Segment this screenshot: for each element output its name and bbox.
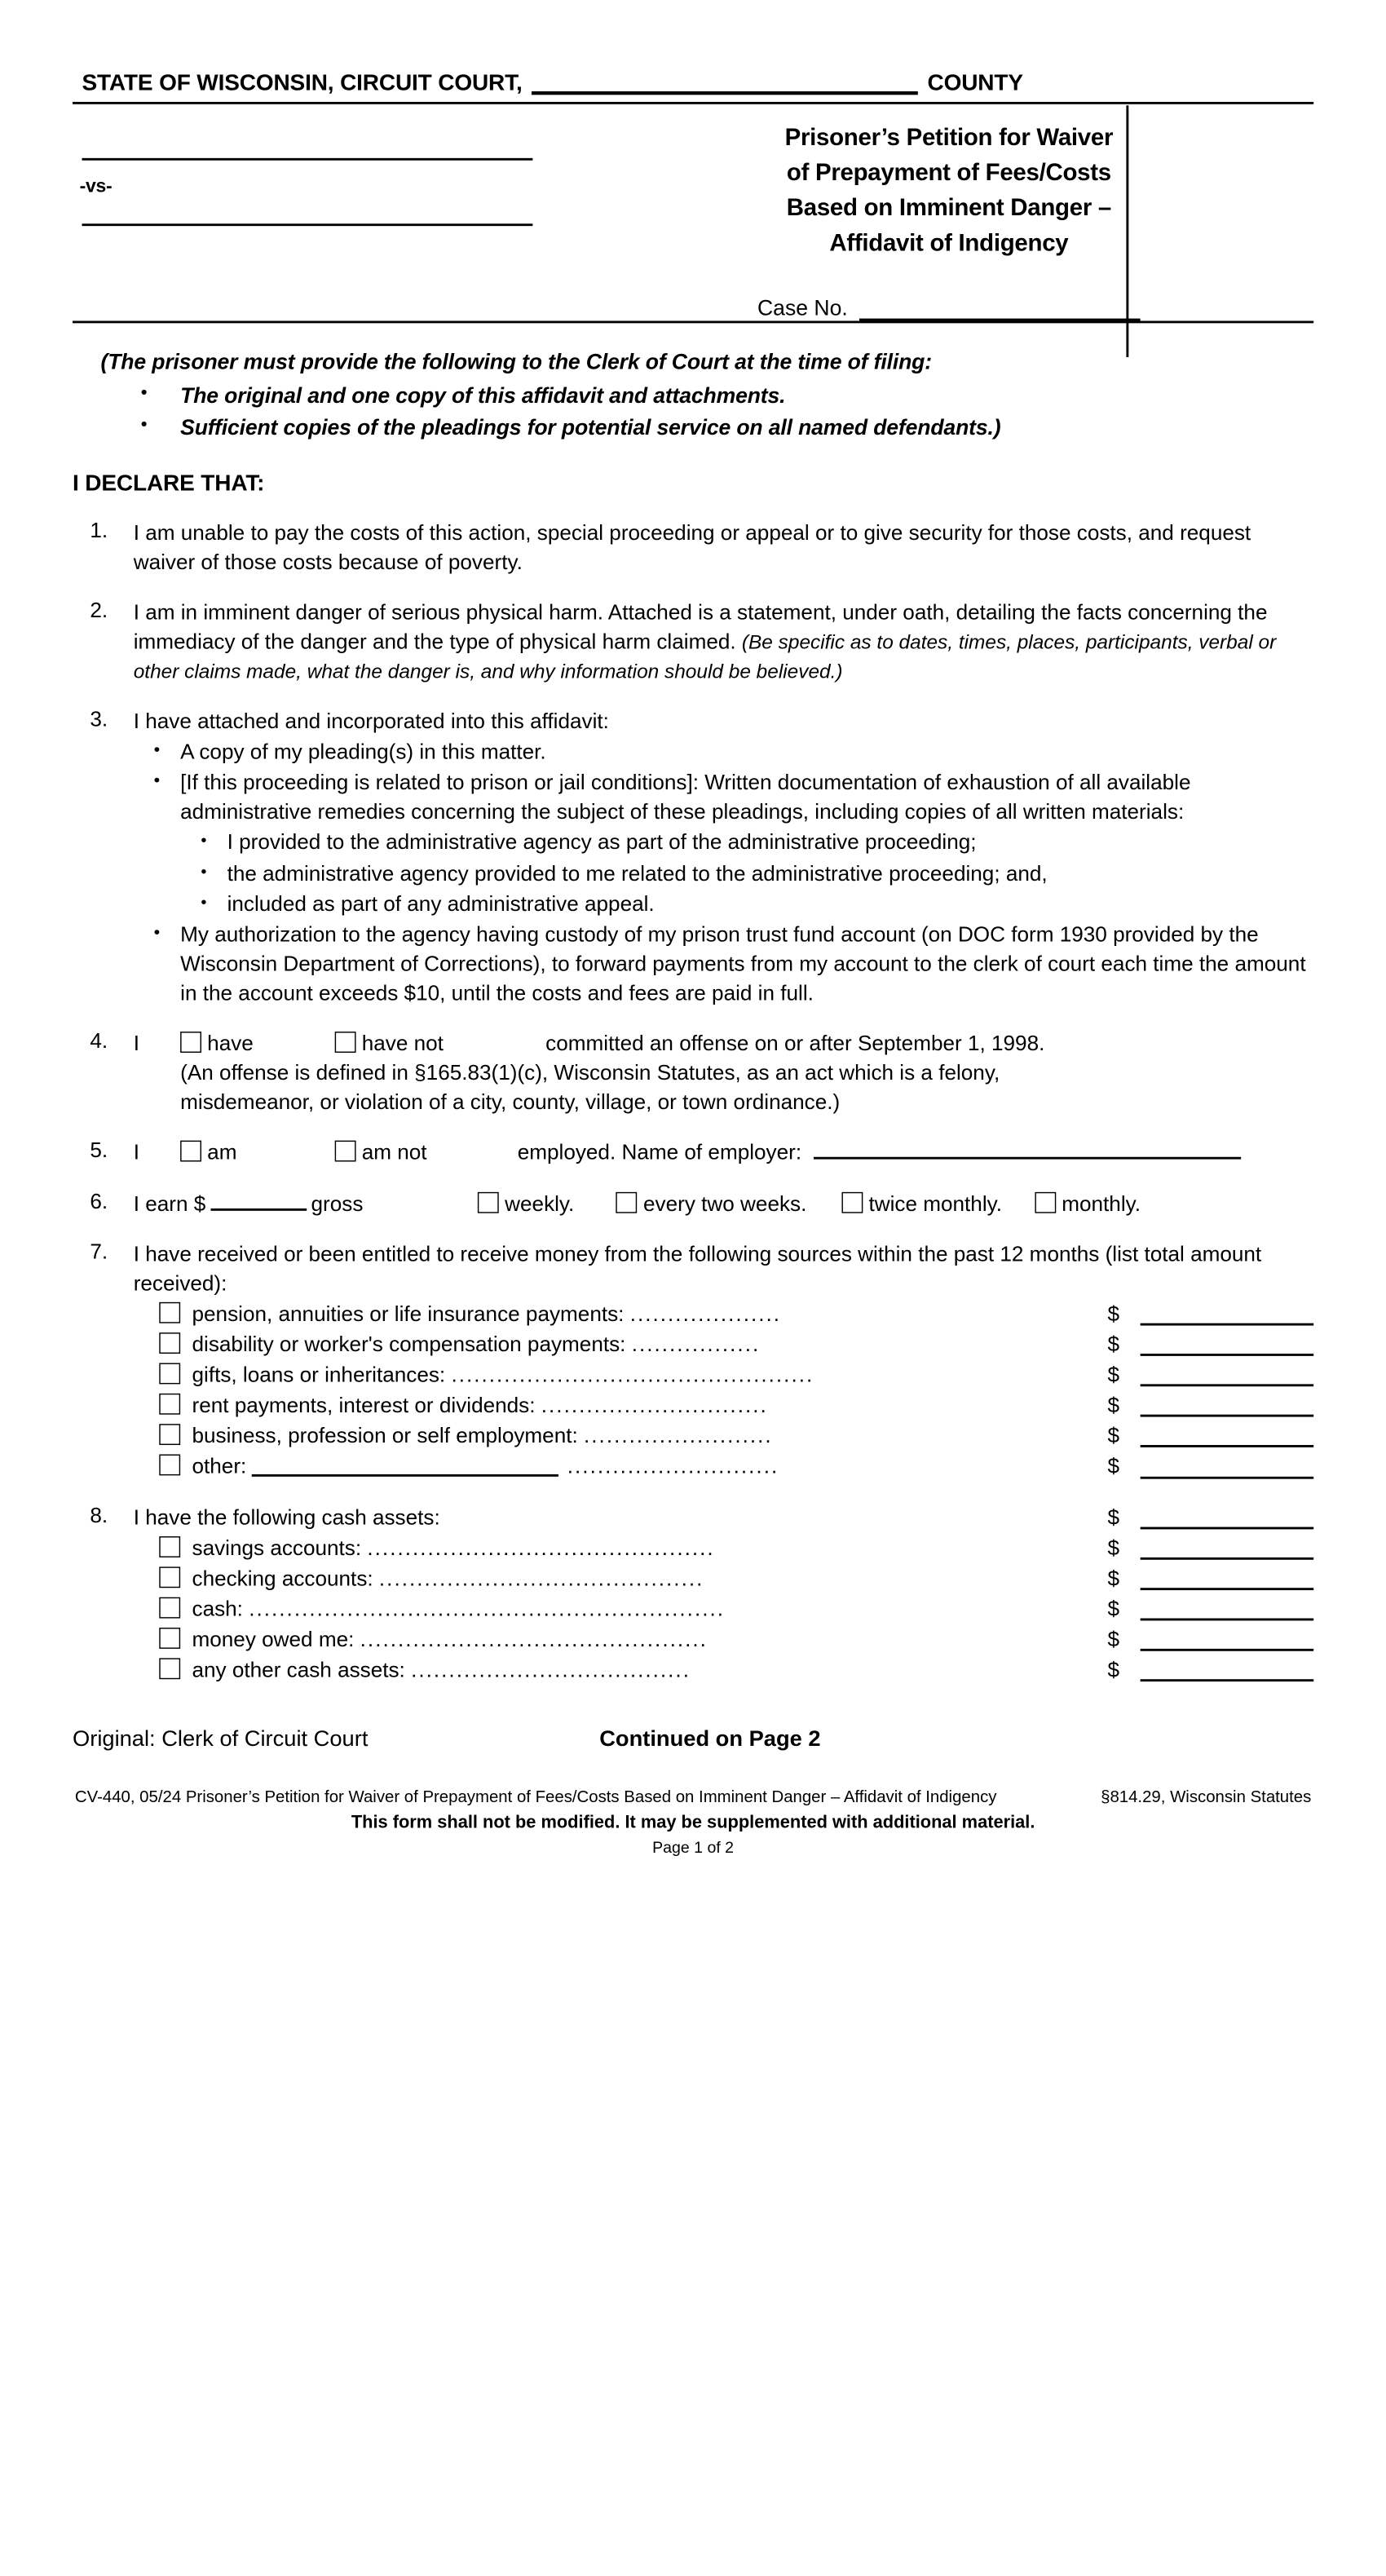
- item-number: 3.: [90, 707, 108, 731]
- declare-heading: I DECLARE THAT:: [73, 470, 265, 497]
- currency-symbol: $: [1107, 1455, 1119, 1478]
- checkbox-option-am[interactable]: [180, 1138, 335, 1168]
- leader-dots: ..............................................: [360, 1628, 708, 1651]
- checkbox-icon[interactable]: [159, 1425, 180, 1446]
- checkbox-icon[interactable]: [159, 1302, 180, 1323]
- form-id: CV-440, 05/24 Prisoner’s Petition for Waiver of Prepayment of Fees/Costs Based on Imminent Danger – Affidavit of Indigency: [74, 1788, 997, 1808]
- checkbox-option-weekly[interactable]: [478, 1189, 574, 1218]
- item-5: [73, 1138, 1313, 1168]
- parties-block: [73, 104, 605, 320]
- bullet-text: [If this proceeding is related to prison or jail conditions]: Written documentation of exhaustion of all available administrative remedies concerning the subject of these pleadings, including copies of all written materials:: [180, 771, 1191, 824]
- row-label: gifts, loans or inheritances:: [192, 1363, 446, 1387]
- form-footer: [73, 1786, 1313, 1859]
- bullet-icon: •: [140, 413, 148, 435]
- checkbox-icon[interactable]: [478, 1191, 499, 1213]
- checkbox-pension[interactable]: [134, 1300, 192, 1329]
- row-label: disability or worker's compensation payments:: [192, 1332, 626, 1356]
- subbullet-text: I provided to the administrative agency as part of the administrative proceeding;: [227, 830, 977, 855]
- bullet-text: A copy of my pleading(s) in this matter.: [180, 740, 546, 764]
- leader-dots: .....................................: [411, 1658, 691, 1682]
- declaration-items: [73, 518, 1313, 1685]
- checkbox-icon[interactable]: [180, 1141, 201, 1162]
- amount-field[interactable]: [1141, 1364, 1314, 1386]
- employer-name-field[interactable]: [813, 1138, 1240, 1160]
- original-recipient: Original: Clerk of Circuit Court: [73, 1727, 369, 1752]
- checkbox-savings[interactable]: [134, 1534, 192, 1563]
- amount-field[interactable]: [1141, 1334, 1314, 1356]
- checkbox-icon[interactable]: [159, 1597, 180, 1619]
- table-row: [134, 1564, 1313, 1593]
- bullet-icon: •: [201, 861, 207, 881]
- checkbox-icon[interactable]: [159, 1566, 180, 1588]
- leader-dots: ...............................................................: [249, 1597, 726, 1621]
- table-row: [134, 1330, 1313, 1359]
- instruction-text: Sufficient copies of the pleadings for potential service on all named defendants.): [180, 413, 1001, 439]
- form-title-line-4: Affidavit of Indigency: [829, 229, 1069, 258]
- item-number: 1.: [90, 518, 108, 542]
- leader-dots: ............................: [567, 1455, 779, 1478]
- page-number: Page 1 of 2: [652, 1838, 735, 1856]
- amount-field[interactable]: [1141, 1395, 1314, 1417]
- row-label: checking accounts:: [192, 1566, 373, 1590]
- leader-dots: ..............................: [541, 1394, 768, 1417]
- item-number: 7.: [90, 1239, 108, 1263]
- court-header-prefix: STATE OF WISCONSIN, CIRCUIT COURT,: [82, 70, 523, 96]
- checkbox-business[interactable]: [134, 1422, 192, 1451]
- list-item: [73, 414, 1313, 440]
- checkbox-other-income[interactable]: [134, 1452, 192, 1482]
- leader-dots: ................................................: [451, 1363, 814, 1387]
- table-row: [134, 1361, 1313, 1390]
- amount-field[interactable]: [1141, 1537, 1314, 1559]
- bullet-icon: •: [201, 891, 207, 911]
- amount-field[interactable]: [1141, 1659, 1314, 1681]
- checkbox-icon[interactable]: [159, 1628, 180, 1649]
- checkbox-icon[interactable]: [335, 1141, 356, 1162]
- amount-field[interactable]: [1141, 1598, 1314, 1620]
- amount-field[interactable]: [1141, 1507, 1314, 1529]
- defendant-name-blank[interactable]: [82, 223, 533, 226]
- table-row: [134, 1595, 1313, 1624]
- item-8: [73, 1503, 1313, 1686]
- leader-dots: .................: [631, 1332, 761, 1356]
- checkbox-option-have[interactable]: [180, 1029, 335, 1058]
- form-title-line-2: of Prepayment of Fees/Costs: [786, 159, 1111, 187]
- item-italic-note: (Be specific as to dates, times, places, participants, verbal or other claims made, what the danger is, and why information should be believed.): [133, 630, 1277, 683]
- item-8-header-row: [134, 1503, 1313, 1532]
- continued-notice: Continued on Page 2: [599, 1727, 821, 1752]
- currency-symbol: $: [1107, 1597, 1119, 1621]
- earnings-amount-field[interactable]: [210, 1189, 307, 1210]
- option-label: have not: [361, 1032, 444, 1056]
- item-number: 8.: [90, 1503, 108, 1527]
- currency-symbol: $: [1107, 1628, 1119, 1651]
- subbullet-text: included as part of any administrative appeal.: [227, 891, 655, 916]
- table-row: [134, 1391, 1313, 1421]
- checkbox-icon[interactable]: [841, 1191, 863, 1213]
- currency-symbol: $: [1107, 1332, 1119, 1356]
- checkbox-option-twice-monthly[interactable]: [841, 1189, 1002, 1218]
- item-3: [73, 707, 1313, 1008]
- leader-dots: ....................: [629, 1301, 782, 1326]
- form-title-line-1: Prisoner’s Petition for Waiver: [784, 124, 1114, 152]
- table-row: [134, 1422, 1313, 1451]
- case-number-field[interactable]: [859, 297, 1141, 320]
- table-row: [134, 1452, 1313, 1482]
- currency-symbol: $: [1107, 1424, 1119, 1448]
- checkbox-money-owed[interactable]: [134, 1625, 192, 1655]
- option-label: monthly.: [1062, 1191, 1141, 1215]
- item-5-tail: employed. Name of employer:: [517, 1141, 802, 1165]
- instruction-text: The original and one copy of this affidavit and attachments.: [180, 382, 786, 408]
- checkbox-icon[interactable]: [159, 1536, 180, 1558]
- checkbox-cash[interactable]: [134, 1595, 192, 1624]
- row-label: other:: [192, 1455, 247, 1478]
- plaintiff-name-blank[interactable]: [82, 158, 533, 161]
- bullet-text: My authorization to the agency having custody of my prison trust fund account (on DOC form 1930 provided by the Wisconsin Department of Corrections), to forward payments from my account to the clerk of court each time the amount in the account exceeds $10, until the costs and fees are paid in full.: [180, 922, 1306, 1005]
- item-text: I have attached and incorporated into this affidavit:: [133, 709, 609, 734]
- list-item: [134, 920, 1313, 1008]
- item-text: I am in imminent danger of serious physical harm. Attached is a statement, under oath, detailing the facts concerning the immediacy of the danger and the type of physical harm claimed.: [133, 600, 1268, 654]
- list-item: [180, 890, 1313, 919]
- currency-symbol: $: [1107, 1505, 1119, 1529]
- row-label: money owed me:: [192, 1628, 355, 1651]
- statute-reference: §814.29, Wisconsin Statutes: [1101, 1788, 1312, 1808]
- item-8-text: I have the following cash assets:: [133, 1505, 440, 1529]
- currency-symbol: $: [1107, 1363, 1119, 1387]
- list-item: [134, 738, 1313, 767]
- checkbox-option-have-not[interactable]: [335, 1029, 545, 1058]
- list-item: [134, 768, 1313, 919]
- item-4: [73, 1029, 1313, 1117]
- subbullet-text: the administrative agency provided to me related to the administrative proceeding; and,: [227, 861, 1048, 886]
- item-3-bullets: [134, 738, 1313, 1009]
- county-blank-field[interactable]: [532, 72, 918, 95]
- option-label: every two weeks.: [643, 1191, 807, 1215]
- item-6-lead: I earn $: [133, 1191, 206, 1215]
- row-label: rent payments, interest or dividends:: [192, 1394, 536, 1417]
- cash-assets-table: [134, 1534, 1313, 1686]
- item-number: 4.: [90, 1029, 108, 1054]
- income-sources-table: [134, 1300, 1313, 1482]
- item-4-lead: I: [133, 1032, 139, 1056]
- table-row: [134, 1656, 1313, 1686]
- court-header-suffix: COUNTY: [927, 70, 1023, 96]
- item-4-note-2: misdemeanor, or violation of a city, county, village, or town ordinance.): [180, 1090, 841, 1115]
- footer-distribution-row: [73, 1727, 1313, 1753]
- checkbox-disability[interactable]: [134, 1330, 192, 1359]
- bullet-icon: •: [140, 382, 148, 403]
- checkbox-icon[interactable]: [335, 1032, 356, 1053]
- bullet-icon: •: [153, 740, 161, 761]
- checkbox-other-assets[interactable]: [134, 1656, 192, 1686]
- row-label: business, profession or self employment:: [192, 1424, 578, 1448]
- item-3-subbullets: [180, 828, 1313, 919]
- instructions-lead: (The prisoner must provide the following to the Clerk of Court at the time of filing:: [100, 348, 932, 373]
- option-label: weekly.: [505, 1191, 575, 1215]
- currency-symbol: $: [1107, 1566, 1119, 1590]
- case-number-row: [605, 294, 1292, 320]
- item-number: 2.: [90, 598, 108, 622]
- court-header-line: [73, 70, 1313, 104]
- currency-symbol: $: [1107, 1658, 1119, 1682]
- leader-dots: ..............................................: [367, 1535, 715, 1560]
- item-7-text: I have received or been entitled to receive money from the following sources within the past 12 months (list total amount received):: [133, 1242, 1262, 1295]
- table-row: [134, 1534, 1313, 1563]
- checkbox-icon[interactable]: [180, 1032, 201, 1053]
- bullet-icon: •: [201, 830, 207, 850]
- amount-field[interactable]: [1141, 1303, 1314, 1325]
- bullet-icon: •: [153, 922, 161, 943]
- currency-symbol: $: [1107, 1535, 1119, 1560]
- amount-field[interactable]: [1141, 1425, 1314, 1447]
- option-label: am not: [361, 1141, 427, 1165]
- item-number: 5.: [90, 1138, 108, 1163]
- item-2: [73, 598, 1313, 686]
- amount-field[interactable]: [1141, 1568, 1314, 1590]
- caption-box: [73, 70, 1313, 322]
- checkbox-gifts[interactable]: [134, 1361, 192, 1390]
- checkbox-checking[interactable]: [134, 1564, 192, 1593]
- list-item: [73, 382, 1313, 409]
- item-7: [73, 1239, 1313, 1482]
- list-item: [180, 859, 1313, 888]
- leader-dots: .........................: [584, 1424, 773, 1448]
- filing-instructions: [73, 348, 1313, 440]
- checkbox-rent[interactable]: [134, 1391, 192, 1421]
- item-5-lead: I: [133, 1141, 139, 1165]
- row-label: any other cash assets:: [192, 1658, 405, 1682]
- table-row: [134, 1300, 1313, 1329]
- currency-symbol: $: [1107, 1301, 1119, 1326]
- currency-symbol: $: [1107, 1394, 1119, 1417]
- checkbox-option-am-not[interactable]: [335, 1138, 518, 1168]
- bullet-icon: •: [153, 771, 161, 791]
- instructions-list: [73, 382, 1313, 440]
- checkbox-icon[interactable]: [159, 1332, 180, 1354]
- modification-notice: This form shall not be modified. It may be supplemented with additional material.: [351, 1812, 1035, 1833]
- checkbox-icon[interactable]: [616, 1191, 638, 1213]
- leader-dots: ...........................................: [378, 1566, 704, 1590]
- checkbox-icon[interactable]: [159, 1659, 180, 1680]
- table-row: [134, 1625, 1313, 1655]
- list-item: [180, 828, 1313, 858]
- row-label: cash:: [192, 1597, 243, 1621]
- item-6: [73, 1189, 1313, 1218]
- case-number-label: Case No.: [757, 294, 848, 320]
- checkbox-icon[interactable]: [159, 1363, 180, 1385]
- item-4-note-1: (An offense is defined in §165.83(1)(c), Wisconsin Statutes, as an act which is a felony,: [180, 1061, 1000, 1085]
- form-title-line-3: Based on Imminent Danger –: [786, 194, 1111, 222]
- versus-label: -vs-: [79, 176, 113, 197]
- item-text: I am unable to pay the costs of this action, special proceeding or appeal or to give security for those costs, and request waiver of those costs because of poverty.: [133, 520, 1251, 574]
- amount-field[interactable]: [1141, 1456, 1314, 1478]
- row-label: pension, annuities or life insurance payments:: [192, 1301, 625, 1326]
- item-number: 6.: [90, 1189, 108, 1213]
- item-4-tail: committed an offense on or after September 1, 1998.: [545, 1032, 1045, 1056]
- checkbox-option-monthly[interactable]: [1035, 1189, 1141, 1218]
- form-title-block: [605, 104, 1313, 320]
- option-label: have: [207, 1032, 254, 1056]
- amount-field[interactable]: [1141, 1629, 1314, 1651]
- other-income-description-field[interactable]: [251, 1456, 558, 1478]
- gross-label: gross: [311, 1191, 364, 1215]
- checkbox-option-every-two-weeks[interactable]: [616, 1189, 806, 1218]
- row-label: savings accounts:: [192, 1535, 362, 1560]
- checkbox-icon[interactable]: [159, 1455, 180, 1476]
- option-label: am: [207, 1141, 237, 1165]
- option-label: twice monthly.: [868, 1191, 1003, 1215]
- item-1: [73, 518, 1313, 577]
- checkbox-icon[interactable]: [1035, 1191, 1056, 1213]
- checkbox-icon[interactable]: [159, 1394, 180, 1415]
